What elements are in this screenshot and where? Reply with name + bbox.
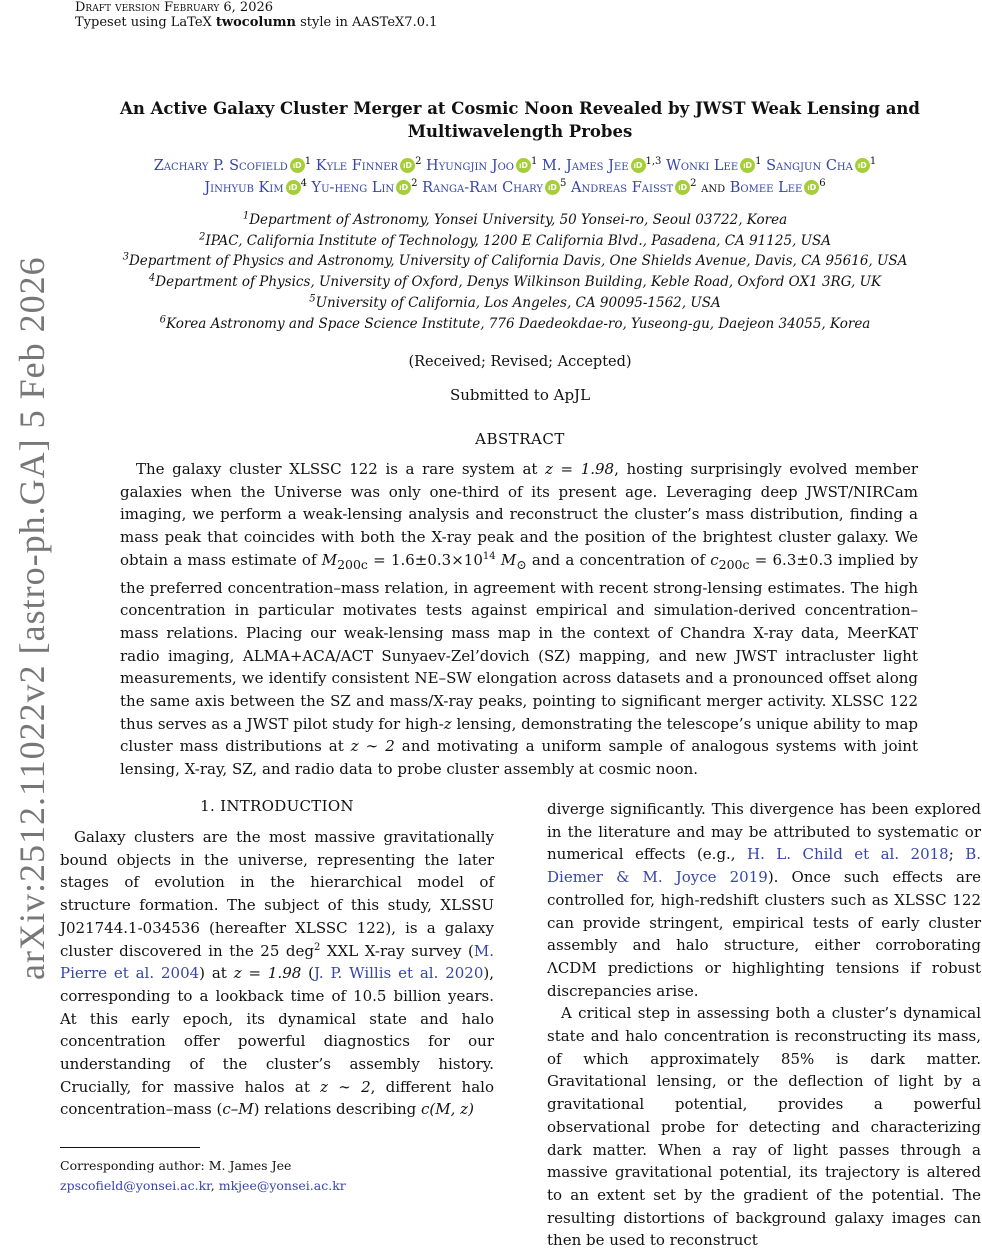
orcid-icon[interactable]: iD — [516, 158, 531, 173]
abstract-text-run: and a concentration of — [526, 550, 711, 569]
orcid-icon[interactable]: iD — [286, 180, 301, 195]
author-emails — [60, 1178, 346, 1193]
math-inline: z ∼ 2 — [320, 1077, 371, 1096]
typeset-post: style in AASTeX7.0.1 — [295, 15, 438, 30]
abstract-text — [120, 458, 918, 781]
body-text-run: ), corresponding to a lookback time of 10.5 billion years. At this early epoch, its dynamical state and halo concentration offer powerful diagnostics for our understanding of the cluster’s assembly history. Crucially, for massive halos at — [60, 964, 495, 1096]
body-text-run: ) relations describing — [253, 1100, 422, 1119]
math-inline: M — [495, 550, 517, 569]
affiliation-text: Department of Astronomy, Yonsei University, 50 Yonsei-ro, Seoul 03722, Korea — [249, 212, 788, 228]
author-name-chary[interactable]: Ranga-Ram Chary — [422, 180, 543, 196]
author-affil-num: 6 — [819, 178, 826, 190]
author-affil-num: 1,3 — [645, 156, 662, 168]
footnote-rule — [60, 1147, 200, 1148]
math-inline: c–M — [222, 1100, 254, 1119]
author-name-faisst[interactable]: Andreas Faisst — [570, 180, 674, 196]
corresponding-author: Corresponding author: M. James Jee — [60, 1158, 292, 1173]
body-text-run: ) at — [199, 964, 234, 983]
math-inline: c — [710, 550, 719, 569]
author-affil-num: 4 — [300, 178, 307, 190]
affiliation-num: 2 — [199, 231, 206, 243]
body-text-run: , different halo concentration–mass ( — [60, 1077, 494, 1119]
affiliation-num: 1 — [242, 210, 250, 222]
author-affil-num: 2 — [411, 178, 418, 190]
affiliation-text: Department of Physics, University of Oxford, Denys Wilkinson Building, Keble Road, Oxford OX1 3RG, UK — [155, 274, 882, 291]
math-inline: = 1.6±0.3×10 — [367, 550, 483, 569]
body-text-run: ; — [948, 845, 966, 864]
affiliation-text: Department of Physics and Astronomy, University of California Davis, One Shields Avenue, Davis, CA 95616, USA — [128, 253, 908, 270]
citation-link[interactable]: B. Diemer & M. Joyce 2019 — [547, 845, 981, 887]
affiliation-line — [60, 272, 970, 293]
submitted-line: Submitted to ApJL — [449, 386, 591, 404]
author-name-jee[interactable]: M. James Jee — [541, 158, 629, 174]
body-text-run: diverge significantly. This divergence has been explored in the literature and may be attributed to systematic or numerical effects (e.g., — [547, 800, 981, 864]
affiliation-line — [60, 251, 970, 272]
typeset-line — [75, 15, 437, 31]
affiliation-text: Korea Astronomy and Space Science Institute, 776 Daedeokdae-ro, Yuseong-gu, Daejeon 34055, Korea — [166, 315, 871, 332]
body-text-run: Galaxy clusters are the most massive gravitationally bound objects in the universe, representing the later stages of evolution in the hierarchical model of structure formation. The subject of this study, XLSSU J021744.1-034536 (hereafter XLSSC 122), is a galaxy cluster discovered in the 25 deg — [60, 828, 494, 960]
math-subscript: ⊙ — [516, 556, 527, 572]
citation-link[interactable]: H. L. Child et al. 2018 — [747, 845, 949, 864]
math-inline: c(M, z) — [421, 1100, 474, 1119]
intro-paragraph-2: A critical step in assessing both a cluster’s dynamical state and halo concentration is reconstructing its mass, of which approximately 85% is dark matter. Gravitational lensing, or the deflection of light by a gravitational potential, provides a powerful observational probe for detecting and characterizing dark matter. When a ray of light passes through a massive gravitational potential, its trajectory is altered to an extent set by the gradient of the potential. The resulting distortions of background galaxy images can then be used to reconstruct — [547, 1004, 981, 1250]
paper-title — [100, 97, 940, 143]
math-inline: z = 1.98 — [233, 964, 302, 983]
title-line-2: Multiwavelength Probes — [407, 122, 633, 141]
orcid-icon[interactable]: iD — [804, 180, 819, 195]
email-link-jee[interactable]: mkjee@yonsei.ac.kr — [218, 1178, 346, 1193]
math-inline: z = 1.98 — [545, 460, 615, 478]
math-subscript: 200c — [337, 556, 368, 572]
affiliation-text: University of California, Los Angeles, CA 90095-1562, USA — [315, 294, 721, 311]
author-name-lin[interactable]: Yu-heng Lin — [311, 180, 395, 196]
affiliation-line — [60, 293, 970, 314]
author-name-joo[interactable]: Hyungjin Joo — [426, 158, 514, 174]
abstract-text-run: implied by the preferred concentration–mass relation, in agreement with recent strong-lensing estimates. The high concentration in particular motivates tests against empirical and simulation-derived concentration–mass relations. Placing our weak-lensing mass map in the context of Chandra X-ray data, MeerKAT radio imaging, ALMA+ACA/ACT Sunyaev-Zel’dovich (SZ) mapping, and new JWST intracluster light measurements, we identify consistent NE–SW elongation across datasets and a pronounced offset along the same axis between the SZ and mass/X-ray peaks, pointing to significant merger activity. XLSSC 122 thus serves as a JWST pilot study for high- — [120, 550, 919, 733]
math-inline: M — [321, 550, 338, 569]
author-affil-num: 1 — [755, 156, 762, 168]
left-column — [60, 826, 494, 1121]
typeset-style: twocolumn — [215, 15, 296, 30]
author-line-2 — [55, 177, 975, 199]
abstract-heading: ABSTRACT — [475, 430, 565, 448]
affiliation-num: 5 — [309, 293, 316, 305]
abstract-text-run: The galaxy cluster XLSSC 122 is a rare system at — [136, 460, 546, 478]
typeset-pre: Typeset using — [75, 15, 171, 30]
orcid-icon[interactable]: iD — [855, 158, 870, 173]
author-affil-num: 1 — [869, 156, 877, 168]
author-affil-num: 2 — [690, 178, 697, 190]
orcid-icon[interactable]: iD — [675, 180, 690, 195]
orcid-icon[interactable]: iD — [545, 180, 560, 195]
orcid-icon[interactable]: iD — [400, 158, 415, 173]
affiliation-line — [60, 210, 970, 231]
body-text-run: ( — [301, 964, 315, 983]
author-name-kim[interactable]: Jinhyub Kim — [204, 180, 284, 196]
author-name-scofield[interactable]: Zachary P. Scofield — [153, 158, 288, 174]
author-affil-num: 1 — [531, 156, 538, 168]
math-superscript: 14 — [482, 550, 496, 562]
citation-link[interactable]: M. Pierre et al. 2004 — [60, 941, 494, 983]
math-superscript: 2 — [314, 941, 321, 953]
author-name-cha[interactable]: Sangjun Cha — [766, 158, 853, 174]
arxiv-identifier-stamp: arXiv:2512.11022v2 [astro-ph.GA] 5 Feb 2026 — [12, 256, 52, 980]
orcid-icon[interactable]: iD — [631, 158, 646, 173]
author-line-1 — [55, 155, 975, 177]
orcid-icon[interactable]: iD — [740, 158, 755, 173]
right-column — [547, 798, 981, 1252]
author-affil-num: 1 — [304, 156, 312, 168]
math-inline: z ∼ 2 — [350, 737, 395, 756]
author-list — [55, 155, 975, 199]
email-link-scofield[interactable]: zpscofield@yonsei.ac.kr — [60, 1178, 211, 1193]
abstract-text-run: and motivating a uniform sample of analogous systems with joint lensing, X-ray, SZ, and radio data to probe cluster assembly at cosmic noon. — [120, 737, 918, 779]
email-separator: , — [210, 1178, 219, 1193]
affiliation-line — [60, 314, 970, 335]
orcid-icon[interactable]: iD — [396, 180, 411, 195]
author-affil-num: 5 — [560, 178, 567, 190]
draft-version-line: Draft version February 6, 2026 — [75, 0, 274, 15]
math-inline: = 6.3±0.3 — [749, 550, 833, 569]
math-subscript: 200c — [718, 556, 750, 572]
author-affil-num: 2 — [415, 156, 422, 168]
affiliation-num: 6 — [159, 314, 166, 326]
affiliation-num: 3 — [122, 251, 129, 263]
intro-paragraph-1 — [60, 826, 494, 1121]
math-inline: z — [443, 714, 452, 733]
orcid-icon[interactable]: iD — [290, 158, 305, 173]
body-text-run: XXL X-ray survey ( — [320, 941, 474, 960]
author-name-finner[interactable]: Kyle Finner — [315, 158, 399, 174]
citation-link[interactable]: J. P. Willis et al. 2020 — [314, 964, 484, 983]
affiliation-num: 4 — [148, 272, 156, 284]
and-word: and — [701, 180, 726, 196]
affiliation-text: IPAC, California Institute of Technology, 1200 E California Blvd., Pasadena, CA 91125, USA — [205, 232, 831, 249]
affiliations — [60, 210, 970, 334]
affiliation-line — [60, 231, 970, 252]
latex-logo: LaTeX — [170, 15, 212, 30]
received-line: (Received; Revised; Accepted) — [408, 354, 632, 370]
section-heading-introduction: 1. INTRODUCTION — [200, 797, 354, 815]
body-text-run: ). Once such effects are controlled for, high-redshift clusters such as XLSSC 122 can provide stringent, empirical tests of early cluster assembly and halo structure, either corroborating ΛCDM predictions or highlighting tensions if robust discrepancies arise. — [547, 868, 981, 1000]
author-name-lee-wonki[interactable]: Wonki Lee — [666, 158, 739, 174]
intro-paragraph-1-continued — [547, 798, 981, 1002]
abstract-text-run: , hosting surprisingly evolved member galaxies when the Universe was only one-third of its present age. Leveraging deep JWST/NIRCam imaging, we perform a weak-lensing analysis and reconstruct the cluster’s mass distribution, finding a mass peak that coincides with both the X-ray peak and the position of the brightest cluster galaxy. We obtain a mass estimate of — [120, 460, 918, 569]
title-line-1: An Active Galaxy Cluster Merger at Cosmic Noon Revealed by JWST Weak Lensing and — [120, 99, 920, 118]
author-name-lee-bomee[interactable]: Bomee Lee — [729, 180, 803, 196]
abstract-paragraph — [120, 458, 918, 781]
abstract-text-run: lensing, demonstrating the telescope’s unique ability to map cluster mass distributions at — [120, 714, 918, 756]
